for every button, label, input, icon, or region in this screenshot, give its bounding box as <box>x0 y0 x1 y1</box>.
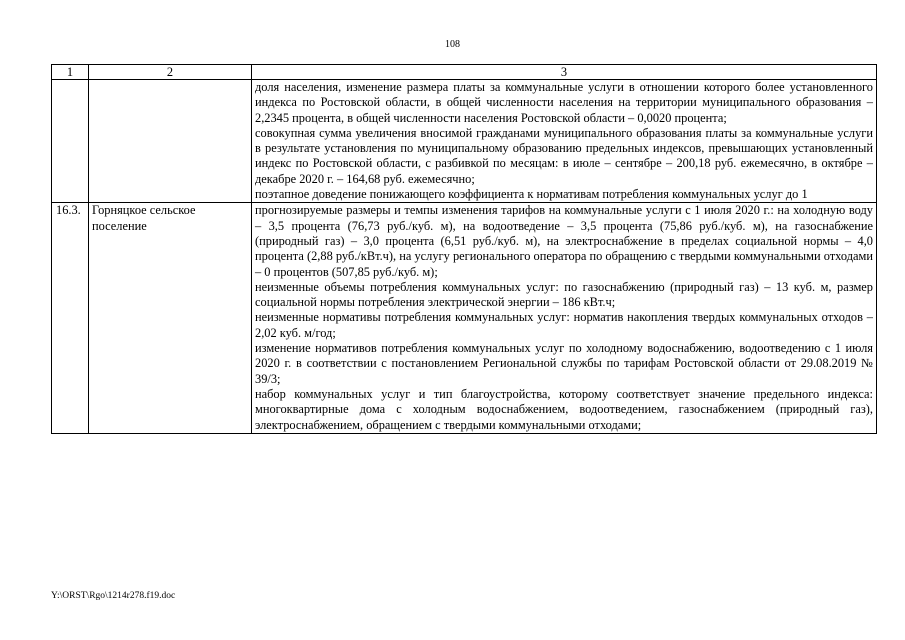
document-table <box>51 64 877 434</box>
table-row <box>52 203 877 433</box>
row-name-cell <box>89 80 252 203</box>
content-paragraph: прогнозируемые размеры и темпы изменения тарифов на коммунальные услуги с 1 июля 2020 г.: на холодную воду – 3,5 процента (76,73 руб./куб. м), на водоотведение – 3,5 процента (75,86 руб./куб. м), на газоснабжение (природный газ) – 3,0 процента (6,51 руб./куб. м), на электроснабжение в пределах социальной нормы – 4,0 процента (2,88 руб./кВт.ч), на услугу регионального оператора по обращению с твердыми коммунальными отходами – 0 процентов (507,85 руб./куб. м); <box>255 203 873 279</box>
row-content-cell <box>252 203 877 433</box>
column-header-3: 3 <box>252 65 877 80</box>
content-paragraph: изменение нормативов потребления коммунальных услуг по холодному водоснабжению, водоотведению с 1 июля 2020 г. в соответствии с постановлением Региональной службы по тарифам Ростовской области от 29.08.2019 № 39/3; <box>255 341 873 386</box>
page-number: 108 <box>445 39 460 50</box>
content-paragraph: поэтапное доведение понижающего коэффициента к нормативам потребления коммунальных услуг до 1 <box>255 187 808 202</box>
content-paragraph: неизменные объемы потребления коммунальных услуг: по газоснабжению (природный газ) – 13 куб. м, размер социальной нормы потребления электрической энергии – 186 кВт.ч; <box>255 279 873 310</box>
content-paragraph: совокупная сумма увеличения вносимой гражданами муниципального образования платы за коммунальные услуги в результате установления по муниципальному образованию предельных индексов, превышающих установленный индекс по Ростовской области, с разбивкой по месяцам: в июле – сентябре – 200,18 руб. ежемесячно, в октябре – декабре 2020 г. – 164,68 руб. ежемесячно; <box>255 125 873 186</box>
row-name-cell: Горняцкое сельское поселение <box>89 203 252 433</box>
row-number-cell: 16.3. <box>52 203 89 433</box>
table-header-row <box>52 65 877 80</box>
content-paragraph: неизменные нормативы потребления коммунальных услуг: норматив накопления твердых коммунальных отходов – 2,02 куб. м/год; <box>255 310 873 340</box>
table-row <box>52 80 877 203</box>
content-paragraph: доля населения, изменение размера платы за коммунальные услуги в отношении которого более установленного индекса по Ростовской области, в общей численности населения на территории муниципального образования – 2,2345 процента, в общей численности населения Ростовской области – 0,0020 процента; <box>255 80 873 125</box>
row-content-cell <box>252 80 877 203</box>
footer-file-path: Y:\ORST\Rgo\1214r278.f19.doc <box>51 591 176 601</box>
column-header-2: 2 <box>89 65 252 80</box>
row-number-cell <box>52 80 89 203</box>
content-paragraph: набор коммунальных услуг и тип благоустройства, которому соответствует значение предельного индекса: многоквартирные дома с холодным водоснабжением, водоотведением, газоснабжением (природный газ), электроснабжением, обращением с твердыми коммунальными отходами; <box>255 386 873 432</box>
column-header-1: 1 <box>52 65 89 80</box>
